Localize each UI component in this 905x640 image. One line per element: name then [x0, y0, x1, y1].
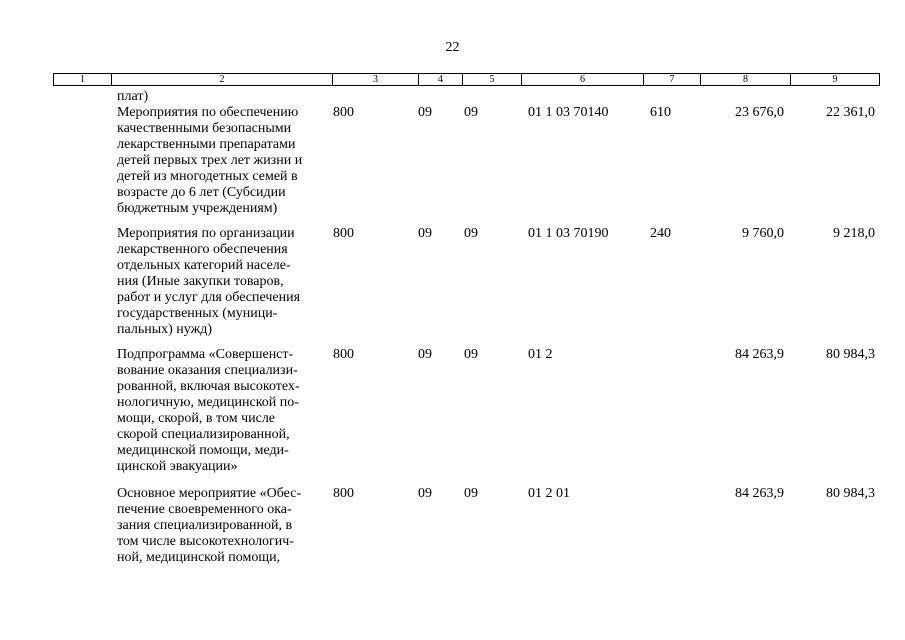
row-c4: 09: [418, 486, 432, 501]
row-c3: 800: [333, 226, 354, 241]
header-col-9: 9: [790, 73, 880, 86]
row-c4: 09: [418, 347, 432, 362]
row-c9: 80 984,3: [826, 486, 875, 501]
row-name: плат): [117, 89, 149, 104]
header-col-7: 7: [643, 73, 701, 86]
page-number: 22: [445, 40, 460, 55]
row-c8: 84 263,9: [735, 486, 784, 501]
row-c7: 240: [650, 226, 671, 241]
row-c5: 09: [464, 486, 478, 501]
row-c8: 84 263,9: [735, 347, 784, 362]
row-c6: 01 2 01: [528, 486, 570, 501]
row-name: Подпрограмма «Совершенст- вование оказания специализи- рованной, включая высокотех- нологичную, медицинской по- мощи, скорой, в том числе скорой специализированной, медицинской помощи, меди- цинской эвакуации»: [117, 347, 300, 474]
row-c9: 9 218,0: [833, 226, 875, 241]
row-c3: 800: [333, 105, 354, 120]
header-col-3: 3: [332, 73, 419, 86]
row-name: Основное мероприятие «Обес- печение своевременного ока- зания специализированной, в том числе высокотехнологич- ной, медицинской помощи,: [117, 486, 302, 565]
row-c3: 800: [333, 486, 354, 501]
row-c9: 80 984,3: [826, 347, 875, 362]
header-col-1: 1: [53, 73, 112, 86]
row-c5: 09: [464, 105, 478, 120]
row-c7: 610: [650, 105, 671, 120]
row-c4: 09: [418, 105, 432, 120]
header-col-2: 2: [111, 73, 333, 86]
header-col-8: 8: [700, 73, 791, 86]
row-c5: 09: [464, 226, 478, 241]
row-name: Мероприятия по организации лекарственного обеспечения отдельных категорий населе- ния (Иные закупки товаров, работ и услуг для обеспечения государственных (муници- пальных) нужд): [117, 226, 301, 337]
row-c8: 9 760,0: [742, 226, 784, 241]
header-col-4: 4: [418, 73, 463, 86]
row-c9: 22 361,0: [826, 105, 875, 120]
row-c5: 09: [464, 347, 478, 362]
row-c3: 800: [333, 347, 354, 362]
row-c4: 09: [418, 226, 432, 241]
row-c6: 01 1 03 70190: [528, 226, 609, 241]
row-c6: 01 2: [528, 347, 553, 362]
header-col-5: 5: [462, 73, 522, 86]
row-name: Мероприятия по обеспечению качественными безопасными лекарственными препаратами детей первых трех лет жизни и детей из многодетных семей в возрасте до 6 лет (Субсидии бюджетным учреждениям): [117, 105, 303, 216]
row-c8: 23 676,0: [735, 105, 784, 120]
header-col-6: 6: [521, 73, 644, 86]
row-c6: 01 1 03 70140: [528, 105, 609, 120]
